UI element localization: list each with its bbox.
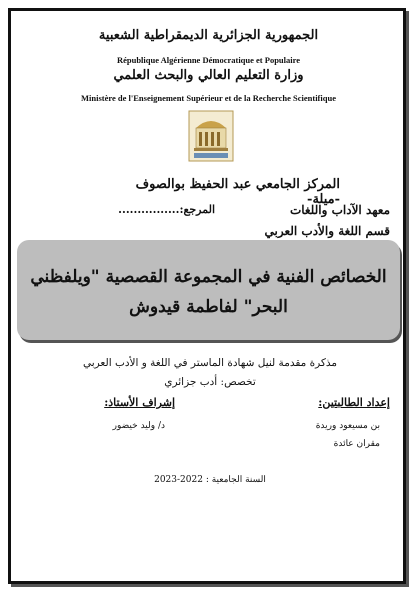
university-center: المركز الجامعي عبد الحفيظ بوالصوف -ميلة-: [135, 177, 340, 207]
reference-field: المرجع:................: [118, 203, 215, 216]
republic-arabic: الجمهورية الجزائرية الديمقراطية الشعبية: [98, 28, 319, 43]
institute-name: معهد الآداب واللغات: [289, 203, 390, 217]
student-name-2: مقران عائدة: [333, 439, 380, 449]
republic-french: République Algérienne Démocratique et Populaire: [116, 55, 301, 65]
memo-description: مذكرة مقدمة لنيل شهادة الماستر في اللغة و الأدب العربي: [82, 357, 338, 369]
specialty: تخصص: أدب جزائري: [164, 376, 256, 388]
students-heading: إعداد الطالبتين:: [318, 396, 390, 409]
ministry-french: Ministère de l'Enseignement Supérieur et de la Recherche Scientifique: [81, 93, 336, 103]
department-name: قسم اللغة والأدب العربي: [264, 224, 390, 238]
student-name-1: بن مسيعود وريدة: [315, 421, 380, 431]
academic-year: السنة الجامعية : 2022-2023: [154, 475, 266, 485]
supervisor-heading: إشراف الأستاذ:: [104, 396, 175, 409]
supervisor-name: د/ وليد خيضور: [112, 421, 165, 431]
university-emblem-icon: [188, 110, 234, 162]
thesis-title: الخصائص الفنية في المجموعة القصصية "ويلفظني البحر" لفاطمة قيدوش: [30, 267, 387, 317]
ministry-arabic: وزارة التعليم العالي والبحث العلمي: [113, 68, 304, 83]
